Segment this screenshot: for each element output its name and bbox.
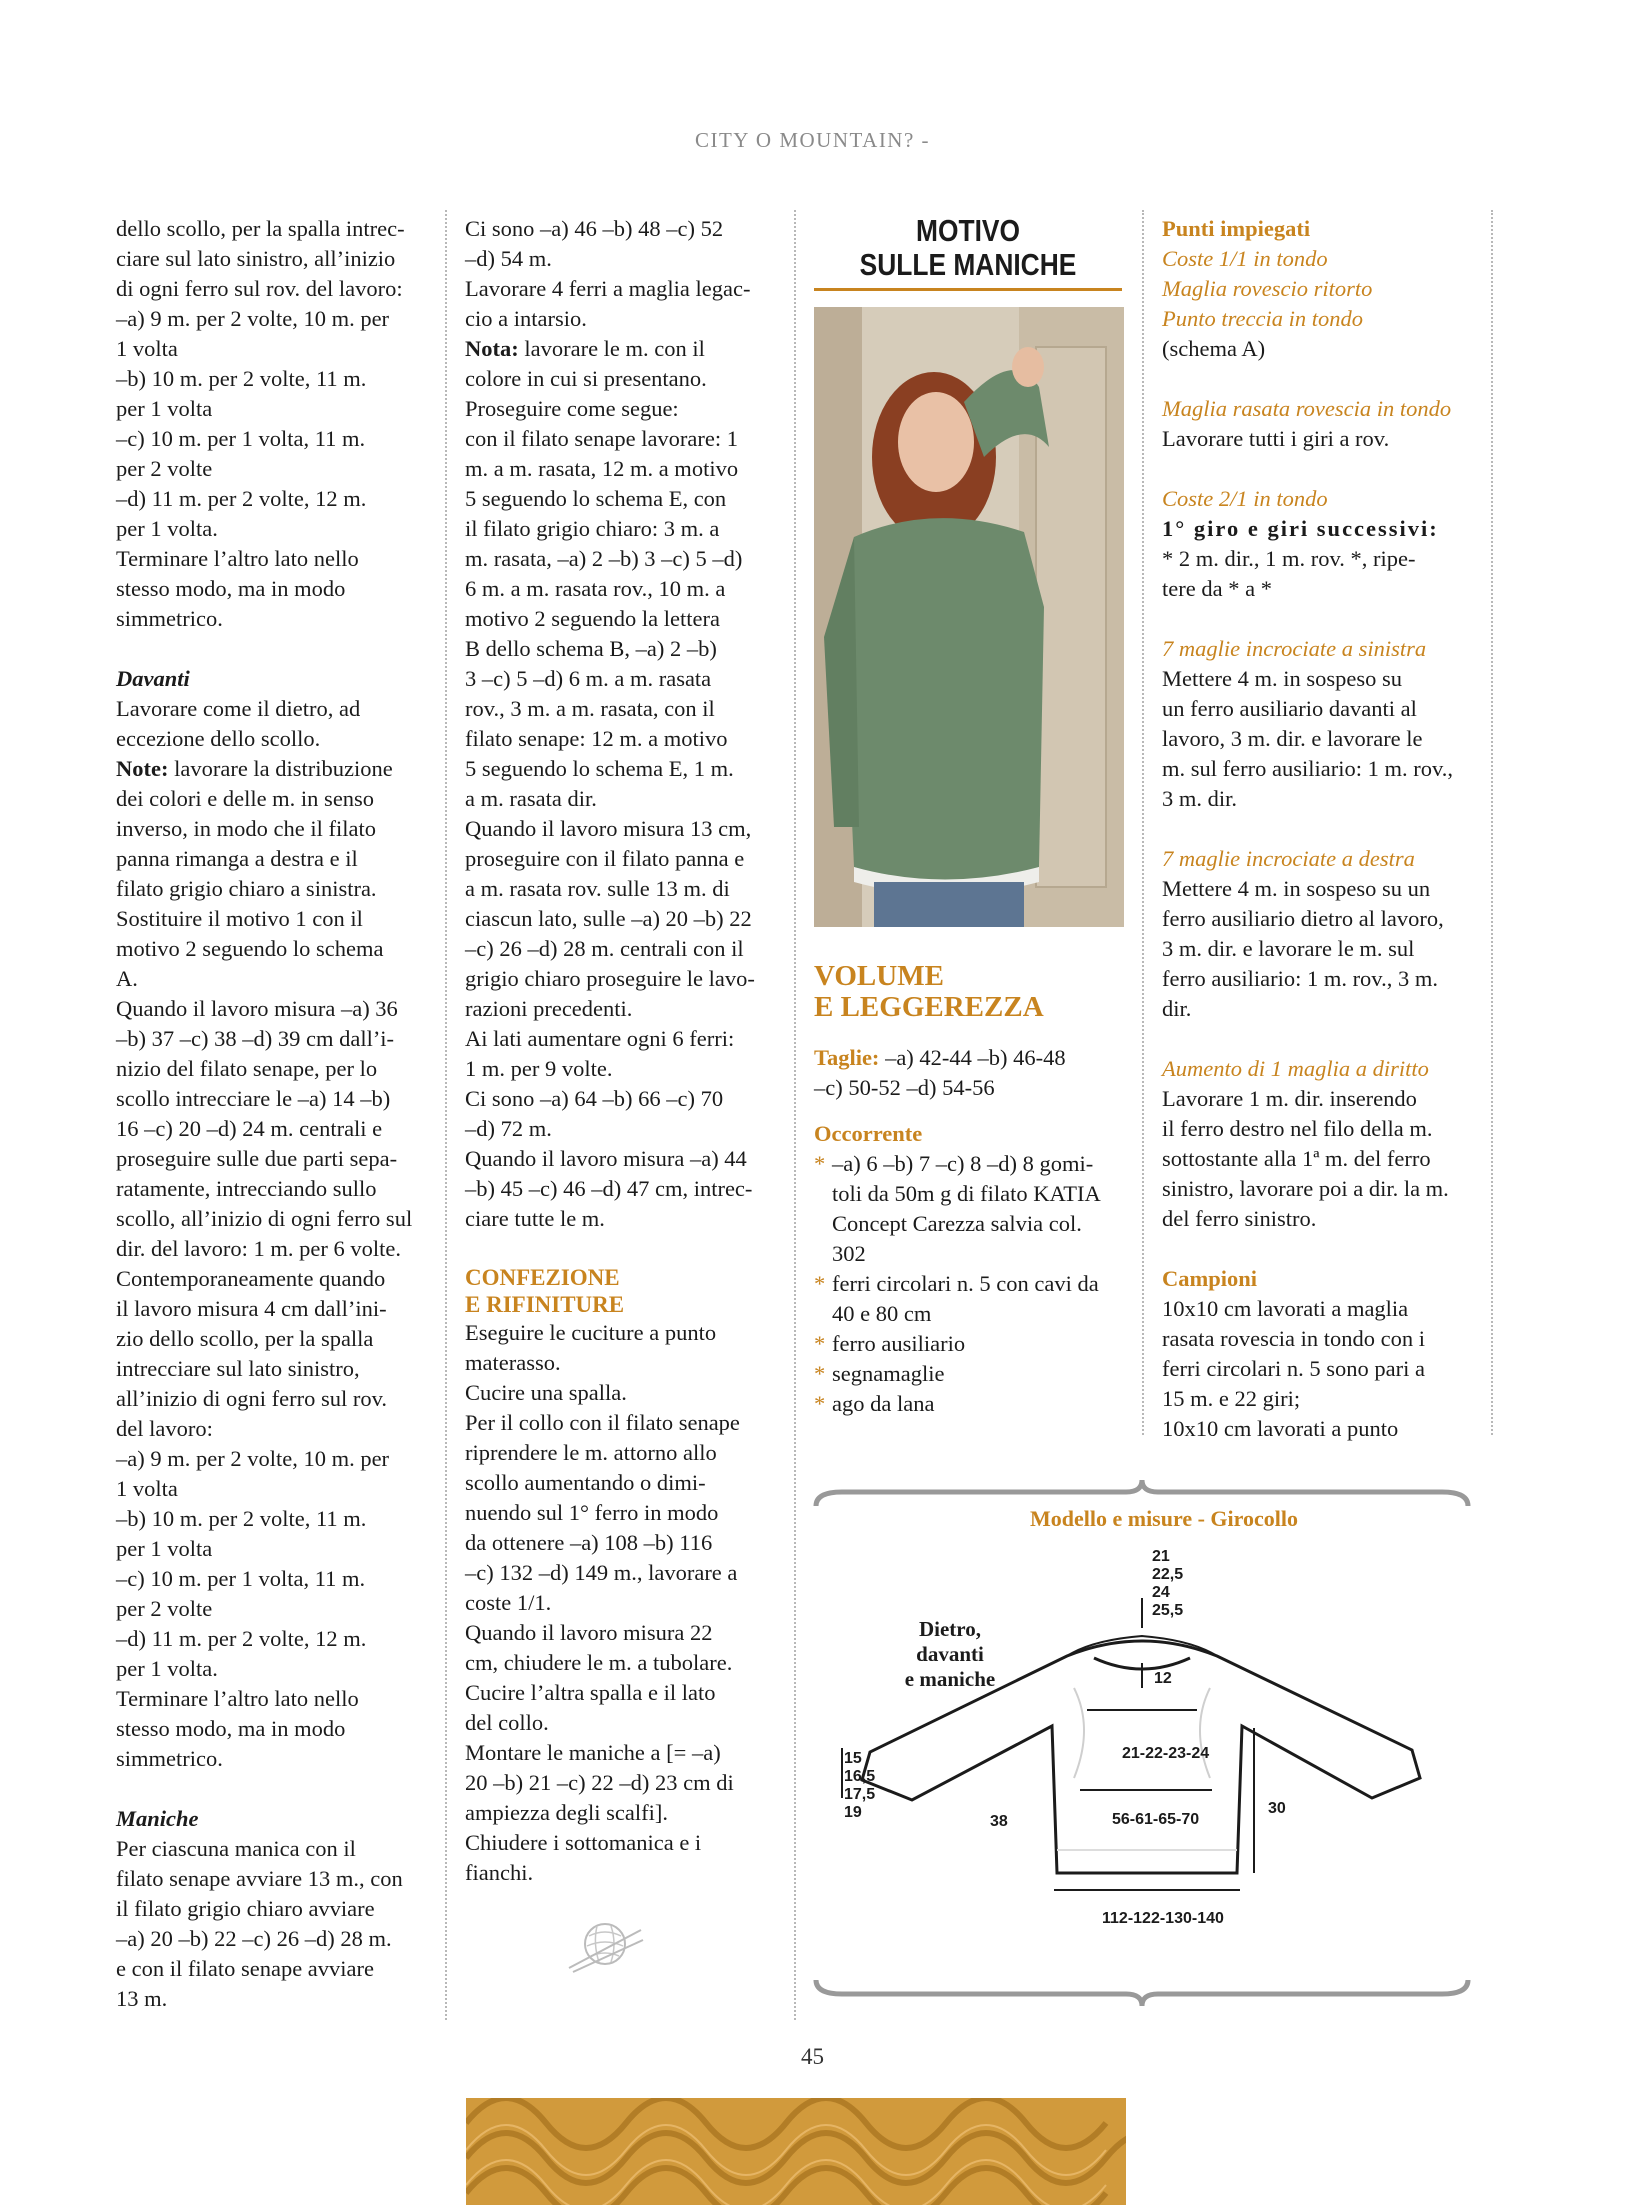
- text-line: dei colori e delle m. in senso: [116, 786, 375, 811]
- material-item: * ferri circolari n. 5 con cavi da 40 e 80 cm: [814, 1269, 1122, 1329]
- cuff-size: 16,5: [844, 1768, 876, 1785]
- text-line: 1 m. per 9 volte.: [465, 1056, 613, 1081]
- text-line: riprendere le m. attorno allo: [465, 1440, 717, 1465]
- text-line: scollo, all’inizio di ogni ferro sul: [116, 1206, 413, 1231]
- text-line: –b) 10 m. per 2 volte, 11 m.: [116, 366, 367, 391]
- cuff-size: 19: [844, 1804, 862, 1821]
- text-line: Contemporaneamente quando: [116, 1266, 386, 1291]
- text-line: 15 m. e 22 giri;: [1162, 1386, 1301, 1411]
- text-line: Quando il lavoro misura –a) 36: [116, 996, 398, 1021]
- text-line: tere da * a *: [1162, 576, 1272, 601]
- text-line: simmetrico.: [116, 1746, 223, 1771]
- text-line: Ai lati aumentare ogni 6 ferri:: [465, 1026, 735, 1051]
- text-line: m. a m. rasata, 12 m. a motivo: [465, 456, 739, 481]
- shoulder-measure: 21-22-23-24: [1122, 1745, 1210, 1762]
- davanti-intro: [116, 694, 428, 754]
- text-line: per 1 volta: [116, 1536, 213, 1561]
- label-maniche: e maniche: [904, 1667, 996, 1691]
- text-line: per 1 volta.: [116, 1656, 218, 1681]
- text-line: panna rimanga a destra e il: [116, 846, 358, 871]
- text-line: –c) 132 –d) 149 m., lavorare a: [465, 1560, 738, 1585]
- text-line: m. rasata, –a) 2 –b) 3 –c) 5 –d): [465, 546, 743, 571]
- taglie-line-2: –c) 50-52 –d) 54-56: [814, 1075, 995, 1100]
- text-line: con il filato senape lavorare: 1: [465, 426, 739, 451]
- text-line: Ci sono –a) 64 –b) 66 –c) 70: [465, 1086, 724, 1111]
- neck-size: 22,5: [1152, 1566, 1184, 1583]
- text-line: –b) 10 m. per 2 volte, 11 m.: [116, 1506, 367, 1531]
- text-line: Cucire una spalla.: [465, 1380, 627, 1405]
- confezione-body: [465, 1318, 775, 1888]
- text-line: motivo 2 seguendo lo schema: [116, 936, 384, 961]
- brace-top: [816, 1480, 1468, 1506]
- text-line: a m. rasata rov. sulle 13 m. di: [465, 876, 730, 901]
- text-line: filato senape avviare 13 m., con: [116, 1866, 403, 1891]
- text-line: il filato grigio chiaro avviare: [116, 1896, 375, 1921]
- text-line: 1 volta: [116, 1476, 178, 1501]
- text-line: m. sul ferro ausiliario: 1 m. rov.,: [1162, 756, 1453, 781]
- sleeve-text-1: [465, 214, 775, 334]
- campioni-body: [1162, 1294, 1472, 1444]
- diagram-title: Modello e misure - Girocollo: [1029, 1506, 1299, 1531]
- text-line: inverso, in modo che il filato: [116, 816, 376, 841]
- text-line: Cucire l’altra spalla e il lato: [465, 1680, 716, 1705]
- aumento-body: [1162, 1084, 1472, 1234]
- column-rule: [445, 210, 447, 2020]
- inc-sx-body: [1162, 664, 1472, 814]
- aumento-heading: Aumento di 1 maglia a diritto: [1162, 1056, 1429, 1081]
- text-line: 1 volta: [116, 336, 178, 361]
- text-line: 10x10 cm lavorati a maglia: [1162, 1296, 1409, 1321]
- text-line: 10x10 cm lavorati a punto: [1162, 1416, 1399, 1441]
- text-line: un ferro ausiliario davanti al: [1162, 696, 1417, 721]
- text-line: Lavorare 1 m. dir. inserendo: [1162, 1086, 1417, 1111]
- text-line: rov., 3 m. a m. rasata, con il: [465, 696, 715, 721]
- column-2: [465, 214, 775, 1976]
- text-line: razioni precedenti.: [465, 996, 633, 1021]
- davanti-heading: Davanti: [116, 666, 190, 691]
- text-line: Sostituire il motivo 1 con il: [116, 906, 363, 931]
- text-line: 20 –b) 21 –c) 22 –d) 23 cm di: [465, 1770, 734, 1795]
- text-line: –a) 9 m. per 2 volte, 10 m. per: [116, 306, 390, 331]
- inc-dx-heading: 7 maglie incrociate a destra: [1162, 846, 1415, 871]
- text-line: –b) 37 –c) 38 –d) 39 cm dall’i-: [116, 1026, 395, 1051]
- text-line: del collo.: [465, 1710, 549, 1735]
- page-number: 45: [801, 2044, 824, 2069]
- coste21-bold: 1° giro e giri successivi:: [1162, 516, 1439, 541]
- schema-a-ref: (schema A): [1162, 336, 1266, 361]
- neck-size: 25,5: [1152, 1602, 1184, 1619]
- text-line: Chiudere i sottomanica e i: [465, 1830, 702, 1855]
- davanti-note: Note: lavorare la distribuzione: [116, 756, 393, 781]
- motivo-title: MOTIVO SULLE MANICHE: [859, 213, 1077, 282]
- text-line: ciare tutte le m.: [465, 1206, 605, 1231]
- text-line: ampiezza degli scalfi].: [465, 1800, 669, 1825]
- material-item: * ferro ausiliario: [814, 1329, 1122, 1359]
- taglie-line-1: Taglie: –a) 42-44 –b) 46-48: [814, 1045, 1066, 1070]
- text-line: il filato grigio chiaro: 3 m. a: [465, 516, 720, 541]
- text-line: intrecciare sul lato sinistro,: [116, 1356, 360, 1381]
- text-line: sinistro, lavorare poi a dir. la m.: [1162, 1176, 1449, 1201]
- text-line: e con il filato senape avviare: [116, 1956, 375, 1981]
- text-line: Terminare l’altro lato nello: [116, 1686, 359, 1711]
- text-line: Per il collo con il filato senape: [465, 1410, 740, 1435]
- inc-sx-heading: 7 maglie incrociate a sinistra: [1162, 636, 1427, 661]
- back-shoulder-text: [116, 214, 428, 634]
- text-line: Per ciascuna manica con il: [116, 1836, 356, 1861]
- hem-measure: 112-122-130-140: [1102, 1910, 1224, 1927]
- text-line: 5 seguendo lo schema E, 1 m.: [465, 756, 734, 781]
- text-line: ferro ausiliario: 1 m. rov., 3 m.: [1162, 966, 1438, 991]
- material-item: * –a) 6 –b) 7 –c) 8 –d) 8 gomi- toli da 50m g di filato KATIA Concept Carezza salvia col. 302: [814, 1149, 1122, 1269]
- sleeve-text-2: [465, 364, 775, 1234]
- running-header: CITY O MOUNTAIN? -: [694, 128, 931, 152]
- text-line: all’inizio di ogni ferro sul rov.: [116, 1386, 387, 1411]
- text-line: 3 m. dir. e lavorare le m. sul: [1162, 936, 1415, 961]
- text-line: zio dello scollo, per la spalla: [116, 1326, 374, 1351]
- confezione-heading-2: E RIFINITURE: [465, 1292, 625, 1317]
- text-line: –d) 54 m.: [465, 246, 552, 271]
- text-line: 13 m.: [116, 1986, 168, 2011]
- label-davanti: davanti: [916, 1642, 984, 1666]
- text-line: cio a intarsio.: [465, 306, 587, 331]
- text-line: il lavoro misura 4 cm dall’ini-: [116, 1296, 387, 1321]
- text-line: Quando il lavoro misura 13 cm,: [465, 816, 752, 841]
- model-photo: [814, 307, 1124, 927]
- text-line: ciare sul lato sinistro, all’inizio: [116, 246, 396, 271]
- text-line: ciascun lato, sulle –a) 20 –b) 22: [465, 906, 752, 931]
- text-line: ferro ausiliario dietro al lavoro,: [1162, 906, 1444, 931]
- text-line: del ferro sinistro.: [1162, 1206, 1317, 1231]
- text-line: A.: [116, 966, 138, 991]
- text-line: per 2 volte: [116, 1596, 213, 1621]
- text-line: Montare le maniche a [= –a): [465, 1740, 721, 1765]
- inc-dx-body: [1162, 874, 1472, 1024]
- text-line: 16 –c) 20 –d) 24 m. centrali e: [116, 1116, 383, 1141]
- punti-heading: Punti impiegati: [1162, 216, 1311, 241]
- text-line: 3 –c) 5 –d) 6 m. a m. rasata: [465, 666, 712, 691]
- body-width: 56-61-65-70: [1112, 1811, 1200, 1828]
- punto-item: Maglia rovescio ritorto: [1162, 276, 1373, 301]
- neck-size: 21: [1152, 1548, 1170, 1565]
- text-line: per 2 volte: [116, 456, 213, 481]
- text-line: ratamente, intrecciando sullo: [116, 1176, 377, 1201]
- text-line: simmetrico.: [116, 606, 223, 631]
- text-line: 3 m. dir.: [1162, 786, 1238, 811]
- text-line: fianchi.: [465, 1860, 534, 1885]
- mrr-body: Lavorare tutti i giri a rov.: [1162, 426, 1390, 451]
- text-line: –a) 9 m. per 2 volte, 10 m. per: [116, 1446, 390, 1471]
- maniche-body: [116, 1834, 428, 2014]
- coste21-body: [1162, 544, 1472, 604]
- knit-texture-image: [466, 2098, 1126, 2205]
- text-line: –c) 10 m. per 1 volta, 11 m.: [116, 426, 366, 451]
- text-line: proseguire sulle due parti sepa-: [116, 1146, 398, 1171]
- confezione-heading-1: CONFEZIONE: [465, 1265, 620, 1290]
- text-line: Quando il lavoro misura 22: [465, 1620, 713, 1645]
- text-line: nizio del filato senape, per lo: [116, 1056, 378, 1081]
- text-line: grigio chiaro proseguire le lavo-: [465, 966, 755, 991]
- text-line: lavoro, 3 m. dir. e lavorare le: [1162, 726, 1423, 751]
- text-line: –d) 11 m. per 2 volte, 12 m.: [116, 1626, 367, 1651]
- title-underline: [814, 288, 1122, 291]
- text-line: colore in cui si presentano.: [465, 366, 707, 391]
- nota-line: Nota: lavorare le m. con il: [465, 336, 705, 361]
- text-line: filato senape: 12 m. a motivo: [465, 726, 728, 751]
- text-line: proseguire con il filato panna e: [465, 846, 745, 871]
- text-line: –a) 20 –b) 22 –c) 26 –d) 28 m.: [116, 1926, 392, 1951]
- brace-bottom: [816, 1980, 1468, 2006]
- text-line: B dello schema B, –a) 2 –b): [465, 636, 717, 661]
- text-line: Quando il lavoro misura –a) 44: [465, 1146, 747, 1171]
- text-line: Terminare l’altro lato nello: [116, 546, 359, 571]
- text-line: materasso.: [465, 1350, 561, 1375]
- text-line: –c) 10 m. per 1 volta, 11 m.: [116, 1566, 366, 1591]
- material-item: * segnamaglie: [814, 1359, 1122, 1389]
- text-line: scollo aumentando o dimi-: [465, 1470, 706, 1495]
- text-line: Proseguire come segue:: [465, 396, 679, 421]
- text-line: coste 1/1.: [465, 1590, 552, 1615]
- measurement-diagram: [812, 1478, 1472, 2008]
- maniche-heading: Maniche: [116, 1806, 199, 1831]
- text-line: Eseguire le cuciture a punto: [465, 1320, 717, 1345]
- column-rule: [1491, 210, 1493, 1435]
- davanti-body: [116, 784, 428, 1774]
- text-line: il ferro destro nel filo della m.: [1162, 1116, 1433, 1141]
- text-line: –d) 11 m. per 2 volte, 12 m.: [116, 486, 367, 511]
- text-line: Lavorare come il dietro, ad: [116, 696, 361, 721]
- sleeve-length: 38: [990, 1813, 1008, 1830]
- neck-depth: 12: [1154, 1670, 1172, 1687]
- cuff-size: 15: [844, 1750, 862, 1767]
- text-line: 5 seguendo lo schema E, con: [465, 486, 727, 511]
- text-line: –c) 26 –d) 28 m. centrali con il: [465, 936, 744, 961]
- column-rule: [1142, 210, 1144, 1435]
- text-line: stesso modo, ma in modo: [116, 576, 346, 601]
- text-line: stesso modo, ma in modo: [116, 1716, 346, 1741]
- text-line: –b) 45 –c) 46 –d) 47 cm, intrec-: [465, 1176, 753, 1201]
- text-line: Lavorare 4 ferri a maglia legac-: [465, 276, 751, 301]
- text-line: motivo 2 seguendo la lettera: [465, 606, 720, 631]
- text-line: del lavoro:: [116, 1416, 213, 1441]
- occorrente-heading: Occorrente: [814, 1121, 923, 1146]
- text-line: 6 m. a m. rasata rov., 10 m. a: [465, 576, 726, 601]
- text-line: Mettere 4 m. in sospeso su: [1162, 666, 1402, 691]
- column-4: [1162, 214, 1472, 1444]
- text-line: Mettere 4 m. in sospeso su un: [1162, 876, 1431, 901]
- yarn-ball-icon: [565, 1906, 645, 1976]
- mrr-heading: Maglia rasata rovescia in tondo: [1162, 396, 1452, 421]
- volume-title: VOLUME E LEGGEREZZA: [814, 960, 1044, 1023]
- material-item: * ago da lana: [814, 1389, 1122, 1419]
- text-line: dir.: [1162, 996, 1192, 1021]
- text-line: da ottenere –a) 108 –b) 116: [465, 1530, 713, 1555]
- text-line: dir. del lavoro: 1 m. per 6 volte.: [116, 1236, 401, 1261]
- text-line: per 1 volta.: [116, 516, 218, 541]
- punto-item: Coste 1/1 in tondo: [1162, 246, 1328, 271]
- cuff-size: 17,5: [844, 1786, 876, 1803]
- text-line: –d) 72 m.: [465, 1116, 552, 1141]
- campioni-heading: Campioni: [1162, 1266, 1258, 1291]
- text-line: scollo intrecciare le –a) 14 –b): [116, 1086, 391, 1111]
- text-line: eccezione dello scollo.: [116, 726, 321, 751]
- column-rule: [794, 210, 796, 2020]
- column-1: [116, 214, 428, 2014]
- column-3: [814, 214, 1122, 1419]
- text-line: filato grigio chiaro a sinistra.: [116, 876, 377, 901]
- neck-size: 24: [1152, 1584, 1170, 1601]
- text-line: a m. rasata dir.: [465, 786, 597, 811]
- text-line: dello scollo, per la spalla intrec-: [116, 216, 405, 241]
- text-line: per 1 volta: [116, 396, 213, 421]
- coste21-heading: Coste 2/1 in tondo: [1162, 486, 1328, 511]
- text-line: * 2 m. dir., 1 m. rov. *, ripe-: [1162, 546, 1416, 571]
- text-line: di ogni ferro sul rov. del lavoro:: [116, 276, 403, 301]
- text-line: rasata rovescia in tondo con i: [1162, 1326, 1426, 1351]
- punto-item: Punto treccia in tondo: [1162, 306, 1364, 331]
- text-line: sottostante alla 1ª m. del ferro: [1162, 1146, 1431, 1171]
- text-line: cm, chiudere le m. a tubolare.: [465, 1650, 733, 1675]
- text-line: ferri circolari n. 5 sono pari a: [1162, 1356, 1426, 1381]
- text-line: Ci sono –a) 46 –b) 48 –c) 52: [465, 216, 724, 241]
- text-line: nuendo sul 1° ferro in modo: [465, 1500, 719, 1525]
- label-dietro: Dietro,: [918, 1617, 982, 1641]
- materials-list: [814, 1149, 1122, 1419]
- body-length: 30: [1268, 1800, 1286, 1817]
